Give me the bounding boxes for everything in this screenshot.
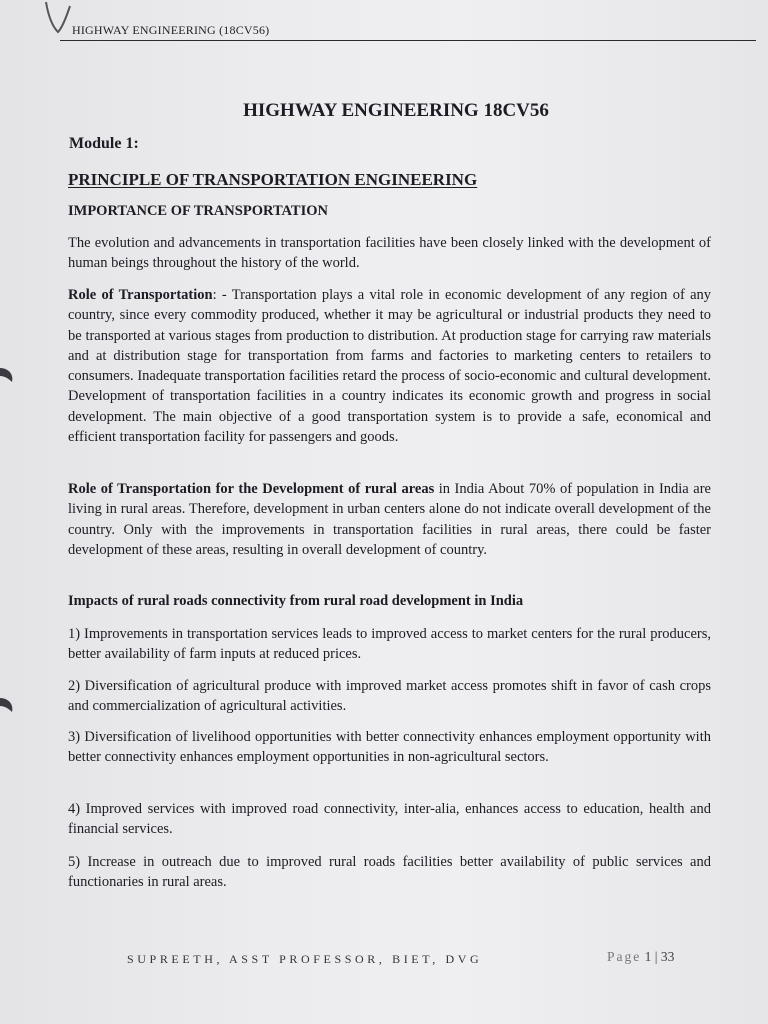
role-label: Role of Transportation: [68, 287, 213, 303]
rural-text: in India About 70% of population in India are living in rural areas. Therefore, development in urban centers alone do not indicate overall development of the country. Only with the improvements in transportation facilities in rural areas, there could be faster development of these areas, resulting in overall development of country.: [68, 481, 711, 558]
subsection-title: IMPORTANCE OF TRANSPORTATION: [68, 203, 328, 219]
role-paragraph: [68, 285, 711, 447]
impact-item-1: 1) Improvements in transportation services leads to improved access to market centers for the rural producers, better availability of farm inputs at reduced prices.: [68, 626, 711, 663]
section-title: PRINCIPLE OF TRANSPORTATION ENGINEERING: [68, 170, 478, 189]
binder-punch-icon: [0, 366, 16, 386]
pen-mark-icon: [38, 0, 74, 36]
module-label: Module 1:: [69, 135, 139, 152]
page-number: 1 | 33: [644, 949, 675, 964]
running-header: HIGHWAY ENGINEERING (18CV56): [72, 23, 270, 37]
footer-page: [607, 949, 674, 965]
impact-item-3: 3) Diversification of livelihood opportunities with better connectivity enhances employment opportunity with better connectivity enhances employment opportunities in non-agricultural sectors.: [68, 729, 711, 766]
document-title: HIGHWAY ENGINEERING 18CV56: [243, 100, 549, 121]
impact-item-5: 5) Increase in outreach due to improved rural roads facilities better availability of public services and functionaries in rural areas.: [68, 854, 711, 891]
footer-author: SUPREETH, ASST PROFESSOR, BIET, DVG: [127, 952, 483, 966]
rural-label: Role of Transportation for the Development of rural areas: [68, 481, 435, 497]
impact-item-4: 4) Improved services with improved road connectivity, inter-alia, enhances access to education, health and financial services.: [68, 801, 711, 838]
binder-punch-icon: [0, 696, 16, 716]
impact-item-2: 2) Diversification of agricultural produce with improved market access promotes shift in favor of cash crops and commercialization of agricultural activities.: [68, 678, 711, 715]
rural-paragraph: [68, 479, 711, 560]
impacts-heading: Impacts of rural roads connectivity from rural road development in India: [68, 593, 524, 609]
intro-paragraph: The evolution and advancements in transportation facilities have been closely linked with the development of human beings throughout the history of the world.: [68, 235, 711, 272]
page-label: Page: [607, 949, 642, 964]
header-rule: [60, 40, 756, 41]
role-text: : - Transportation plays a vital role in economic development of any region of any country, since every commodity produced, whether it may be agricultural or industrial products they need to be transported at various stages from production to distribution. At production stage for carrying raw materials and at distribution stage for transportation from farms and factories to marketing centers to retailers to consumers. Inadequate transportation facilities retard the process of socio-economic and cultural development. Development of transportation facilities in a country indicates its economic growth and progress in social development. The main objective of a good transportation system is to provide a safe, economical and efficient transportation facility for passengers and goods.: [68, 287, 711, 446]
